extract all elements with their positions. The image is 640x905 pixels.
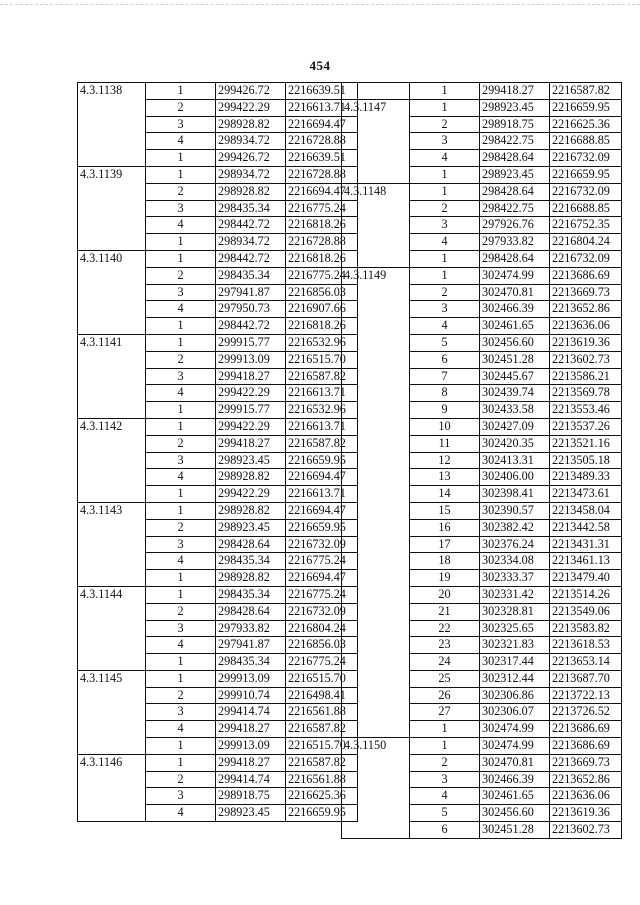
coordinate-y: 2216775.24 [286,200,358,217]
coordinate-x: 302334.08 [480,553,550,570]
coordinate-x: 302427.09 [480,418,550,435]
coordinate-x: 302331.42 [480,586,550,603]
point-number: 4 [146,637,216,654]
coordinate-y: 2213636.06 [550,788,622,805]
coordinate-y: 2213553.46 [550,402,622,419]
point-number: 18 [410,553,480,570]
coordinate-x: 302317.44 [480,654,550,671]
point-number: 3 [146,200,216,217]
parcel-id: 4.3.1149 [342,267,410,737]
parcel-id: 4.3.1141 [78,334,146,418]
coordinate-y: 2216659.95 [286,452,358,469]
point-number: 12 [410,452,480,469]
point-number: 3 [410,771,480,788]
point-number: 4 [146,721,216,738]
point-number: 6 [410,351,480,368]
coordinate-y: 2216639.51 [286,83,358,100]
coordinate-y: 2213619.36 [550,805,622,822]
point-number: 1 [146,318,216,335]
point-number: 4 [410,788,480,805]
table-row [78,754,358,771]
parcel-id: 4.3.1143 [78,502,146,586]
coordinate-x: 302420.35 [480,435,550,452]
point-number: 8 [410,385,480,402]
coordinate-y: 2213653.14 [550,654,622,671]
coordinate-x: 298428.64 [480,150,550,167]
point-number: 10 [410,418,480,435]
coordinate-y: 2216613.71 [286,486,358,503]
coordinates-table-right [341,82,622,839]
coordinate-x: 302306.07 [480,704,550,721]
coordinate-y: 2216732.09 [286,536,358,553]
table-row [78,586,358,603]
coordinate-x: 298435.34 [216,200,286,217]
point-number: 5 [410,334,480,351]
coordinate-x: 299426.72 [216,150,286,167]
point-number: 17 [410,536,480,553]
coordinate-x: 298435.34 [216,267,286,284]
coordinate-x: 298435.34 [216,654,286,671]
coordinate-x: 299426.72 [216,83,286,100]
point-number: 1 [410,250,480,267]
point-number: 1 [146,570,216,587]
point-number: 1 [146,334,216,351]
coordinate-y: 2216659.95 [550,166,622,183]
coordinate-y: 2216587.82 [286,368,358,385]
coordinate-y: 2216804.24 [286,620,358,637]
coordinate-y: 2213619.36 [550,334,622,351]
table-row [78,83,358,100]
table-row [78,250,358,267]
coordinate-y: 2216694.47 [286,183,358,200]
parcel-id: 4.3.1147 [342,99,410,183]
point-number: 11 [410,435,480,452]
coordinate-y: 2213686.69 [550,721,622,738]
point-number: 2 [146,519,216,536]
point-number: 3 [146,452,216,469]
point-number: 4 [146,217,216,234]
point-number: 6 [410,822,480,839]
coordinate-y: 2216625.36 [286,788,358,805]
coordinate-y: 2213549.06 [550,603,622,620]
coordinate-x: 302456.60 [480,805,550,822]
coordinate-x: 299915.77 [216,402,286,419]
point-number: 2 [410,754,480,771]
coordinate-y: 2213537.26 [550,418,622,435]
coordinate-y: 2213669.73 [550,754,622,771]
coordinate-y: 2213652.86 [550,771,622,788]
point-number: 2 [410,284,480,301]
point-number: 4 [146,469,216,486]
coordinate-x: 298442.72 [216,217,286,234]
coordinate-x: 297926.76 [480,217,550,234]
coordinate-y: 2216856.03 [286,284,358,301]
coordinate-y: 2213726.52 [550,704,622,721]
point-number: 3 [146,620,216,637]
point-number: 2 [410,200,480,217]
point-number: 1 [146,654,216,671]
parcel-id: 4.3.1140 [78,250,146,334]
coordinate-x: 302439.74 [480,385,550,402]
coordinate-y: 2213686.69 [550,738,622,755]
point-number: 1 [410,267,480,284]
point-number: 1 [410,738,480,755]
coordinate-y: 2213505.18 [550,452,622,469]
point-number: 3 [146,536,216,553]
coordinate-x: 302312.44 [480,670,550,687]
coordinate-x: 298918.75 [480,116,550,133]
coordinate-x: 298422.75 [480,133,550,150]
coordinate-x: 298934.72 [216,234,286,251]
coordinate-y: 2216688.85 [550,200,622,217]
point-number: 13 [410,469,480,486]
coordinate-x: 297950.73 [216,301,286,318]
coordinate-x: 298928.82 [216,183,286,200]
coordinate-y: 2216532.96 [286,402,358,419]
point-number: 4 [410,318,480,335]
coordinate-y: 2216775.24 [286,654,358,671]
point-number: 4 [410,234,480,251]
coordinate-y: 2216659.95 [286,519,358,536]
parcel-id: 4.3.1139 [78,166,146,250]
point-number: 1 [146,418,216,435]
point-number: 14 [410,486,480,503]
coordinate-x: 298918.75 [216,788,286,805]
point-number: 1 [410,83,480,100]
parcel-id: 4.3.1145 [78,670,146,754]
coordinate-x: 302376.24 [480,536,550,553]
coordinate-x: 299414.74 [216,771,286,788]
point-number: 1 [146,166,216,183]
coordinate-x: 299913.09 [216,738,286,755]
page-number: 454 [309,58,331,73]
coordinate-x: 302445.67 [480,368,550,385]
coordinate-y: 2216818.26 [286,217,358,234]
coordinate-x: 298442.72 [216,318,286,335]
parcel-id: 4.3.1142 [78,418,146,502]
coordinate-x: 302474.99 [480,721,550,738]
coordinate-y: 2216515.70 [286,738,358,755]
point-number: 26 [410,687,480,704]
coordinate-x: 299913.09 [216,351,286,368]
coordinate-y: 2213602.73 [550,351,622,368]
coordinate-x: 302456.60 [480,334,550,351]
point-number: 3 [410,301,480,318]
coordinate-y: 2213442.58 [550,519,622,536]
parcel-id: 4.3.1144 [78,586,146,670]
table-row [78,670,358,687]
coordinate-y: 2213521.16 [550,435,622,452]
coordinate-y: 2213431.31 [550,536,622,553]
coordinate-x: 298923.45 [216,805,286,822]
point-number: 7 [410,368,480,385]
parcel-id: 4.3.1150 [342,738,410,839]
point-number: 4 [146,301,216,318]
point-number: 15 [410,502,480,519]
point-number: 4 [146,385,216,402]
table-row [78,502,358,519]
coordinate-x: 302470.81 [480,754,550,771]
point-number: 1 [146,402,216,419]
coordinate-y: 2213636.06 [550,318,622,335]
coordinate-y: 2213479.40 [550,570,622,587]
coordinate-y: 2213618.53 [550,637,622,654]
parcel-id: 4.3.1146 [78,754,146,821]
point-number: 1 [146,250,216,267]
coordinate-x: 298422.75 [480,200,550,217]
table-row [342,267,622,284]
coordinate-y: 2216587.82 [286,435,358,452]
coordinate-x: 302461.65 [480,318,550,335]
point-number: 1 [146,738,216,755]
point-number: 3 [146,368,216,385]
point-number: 20 [410,586,480,603]
point-number: 3 [146,704,216,721]
point-number: 4 [146,133,216,150]
point-number: 3 [410,217,480,234]
point-number: 3 [146,116,216,133]
coordinate-x: 302321.83 [480,637,550,654]
coordinate-x: 299422.29 [216,99,286,116]
table-row [342,738,622,755]
coordinate-x: 302390.57 [480,502,550,519]
table-row [342,183,622,200]
coordinate-x: 302398.41 [480,486,550,503]
coordinate-x: 302406.00 [480,469,550,486]
coordinate-y: 2216818.26 [286,250,358,267]
coordinate-x: 299422.29 [216,385,286,402]
point-number: 2 [146,99,216,116]
coordinate-x: 302474.99 [480,267,550,284]
coordinate-y: 2216907.66 [286,301,358,318]
parcel-id [342,83,410,100]
coordinate-x: 297941.87 [216,637,286,654]
coordinate-x: 302466.39 [480,771,550,788]
coordinate-y: 2216561.88 [286,771,358,788]
coordinate-y: 2216732.09 [550,183,622,200]
coordinate-x: 298435.34 [216,586,286,603]
coordinate-y: 2216694.47 [286,502,358,519]
point-number: 4 [410,150,480,167]
table-row [78,166,358,183]
coordinate-y: 2216804.24 [550,234,622,251]
point-number: 24 [410,654,480,671]
point-number: 3 [146,284,216,301]
point-number: 1 [146,502,216,519]
point-number: 1 [146,754,216,771]
parcel-id: 4.3.1148 [342,183,410,267]
point-number: 2 [146,603,216,620]
point-number: 4 [146,805,216,822]
coordinate-y: 2213669.73 [550,284,622,301]
coordinate-x: 298435.34 [216,553,286,570]
coordinate-y: 2216775.24 [286,586,358,603]
coordinate-x: 298923.45 [216,452,286,469]
point-number: 1 [410,166,480,183]
coordinate-x: 298923.45 [216,519,286,536]
coordinate-y: 2216587.82 [550,83,622,100]
coordinate-y: 2216639.51 [286,150,358,167]
coordinate-x: 302382.42 [480,519,550,536]
point-number: 2 [146,771,216,788]
coordinate-y: 2213461.13 [550,553,622,570]
coordinate-x: 298923.45 [480,99,550,116]
coordinate-y: 2213722.13 [550,687,622,704]
coordinate-y: 2213514.26 [550,586,622,603]
coordinate-x: 298428.64 [216,603,286,620]
coordinate-x: 299418.27 [480,83,550,100]
coordinate-y: 2216728.88 [286,166,358,183]
point-number: 4 [146,553,216,570]
coordinate-y: 2213489.33 [550,469,622,486]
coordinate-x: 302328.81 [480,603,550,620]
point-number: 25 [410,670,480,687]
coordinate-x: 302470.81 [480,284,550,301]
coordinate-y: 2216732.09 [550,150,622,167]
coordinate-x: 302306.86 [480,687,550,704]
point-number: 1 [146,670,216,687]
coordinate-x: 298442.72 [216,250,286,267]
point-number: 1 [146,586,216,603]
coordinate-x: 298428.64 [480,250,550,267]
point-number: 2 [146,435,216,452]
coordinate-x: 299915.77 [216,334,286,351]
coordinate-y: 2216728.88 [286,133,358,150]
point-number: 2 [146,351,216,368]
point-number: 1 [146,83,216,100]
coordinate-x: 299418.27 [216,368,286,385]
coordinate-x: 298928.82 [216,570,286,587]
point-number: 1 [410,99,480,116]
point-number: 1 [146,234,216,251]
coordinate-x: 298934.72 [216,166,286,183]
coordinate-y: 2216732.09 [286,603,358,620]
coordinate-y: 2216561.88 [286,704,358,721]
coordinate-y: 2216659.95 [550,99,622,116]
coordinate-x: 298928.82 [216,502,286,519]
coordinate-x: 302461.65 [480,788,550,805]
coordinate-y: 2216659.95 [286,805,358,822]
coordinate-x: 299418.27 [216,754,286,771]
point-number: 27 [410,704,480,721]
coordinate-y: 2216613.71 [286,385,358,402]
coordinate-x: 297933.82 [480,234,550,251]
coordinate-y: 2213652.86 [550,301,622,318]
coordinate-x: 302325.65 [480,620,550,637]
coordinate-x: 298428.64 [480,183,550,200]
coordinate-y: 2216728.88 [286,234,358,251]
coordinate-x: 302474.99 [480,738,550,755]
coordinate-y: 2216775.24 [286,553,358,570]
point-number: 5 [410,805,480,822]
coordinate-x: 302466.39 [480,301,550,318]
coordinate-x: 302433.58 [480,402,550,419]
coordinate-y: 2216752.35 [550,217,622,234]
coordinate-x: 299913.09 [216,670,286,687]
coordinate-x: 299422.29 [216,418,286,435]
coordinate-y: 2213586.21 [550,368,622,385]
coordinate-x: 299422.29 [216,486,286,503]
coordinate-y: 2216515.70 [286,351,358,368]
coordinate-x: 298428.64 [216,536,286,553]
coordinate-y: 2213686.69 [550,267,622,284]
point-number: 23 [410,637,480,654]
parcel-id: 4.3.1138 [78,83,146,167]
coordinate-x: 297933.82 [216,620,286,637]
table-row [78,334,358,351]
table-row [78,418,358,435]
coordinate-x: 298923.45 [480,166,550,183]
coordinate-y: 2213458.04 [550,502,622,519]
coordinate-y: 2213687.70 [550,670,622,687]
coordinate-x: 299414.74 [216,704,286,721]
coordinate-x: 302333.37 [480,570,550,587]
coordinate-y: 2216694.47 [286,570,358,587]
coordinate-x: 302451.28 [480,351,550,368]
coordinate-y: 2216498.41 [286,687,358,704]
coordinate-x: 297941.87 [216,284,286,301]
table-row [342,83,622,100]
coordinate-y: 2213473.61 [550,486,622,503]
coordinate-y: 2216613.71 [286,99,358,116]
point-number: 2 [410,116,480,133]
coordinate-x: 299910.74 [216,687,286,704]
coordinate-x: 298928.82 [216,116,286,133]
coordinate-x: 298928.82 [216,469,286,486]
point-number: 22 [410,620,480,637]
coordinate-y: 2216688.85 [550,133,622,150]
coordinate-y: 2216694.47 [286,116,358,133]
coordinate-x: 298934.72 [216,133,286,150]
point-number: 3 [410,133,480,150]
point-number: 3 [146,788,216,805]
coordinate-y: 2213569.78 [550,385,622,402]
coordinate-y: 2216532.96 [286,334,358,351]
coordinate-y: 2216587.82 [286,721,358,738]
point-number: 2 [146,267,216,284]
point-number: 1 [410,183,480,200]
coordinate-y: 2216613.71 [286,418,358,435]
point-number: 9 [410,402,480,419]
coordinate-y: 2216694.47 [286,469,358,486]
coordinate-x: 299418.27 [216,435,286,452]
coordinate-y: 2213602.73 [550,822,622,839]
point-number: 16 [410,519,480,536]
point-number: 19 [410,570,480,587]
point-number: 2 [146,687,216,704]
table-row [342,99,622,116]
coordinate-x: 302413.31 [480,452,550,469]
point-number: 1 [410,721,480,738]
coordinates-table-left [77,82,358,822]
coordinate-y: 2216625.36 [550,116,622,133]
point-number: 21 [410,603,480,620]
coordinate-y: 2216818.26 [286,318,358,335]
page-top-rule [0,4,640,5]
coordinate-x: 302451.28 [480,822,550,839]
coordinate-y: 2216856.03 [286,637,358,654]
point-number: 1 [146,150,216,167]
coordinate-y: 2216515.70 [286,670,358,687]
point-number: 2 [146,183,216,200]
point-number: 1 [146,486,216,503]
coordinate-y: 2216732.09 [550,250,622,267]
coordinate-x: 299418.27 [216,721,286,738]
coordinate-y: 2216775.24 [286,267,358,284]
coordinate-y: 2213583.82 [550,620,622,637]
coordinate-y: 2216587.82 [286,754,358,771]
